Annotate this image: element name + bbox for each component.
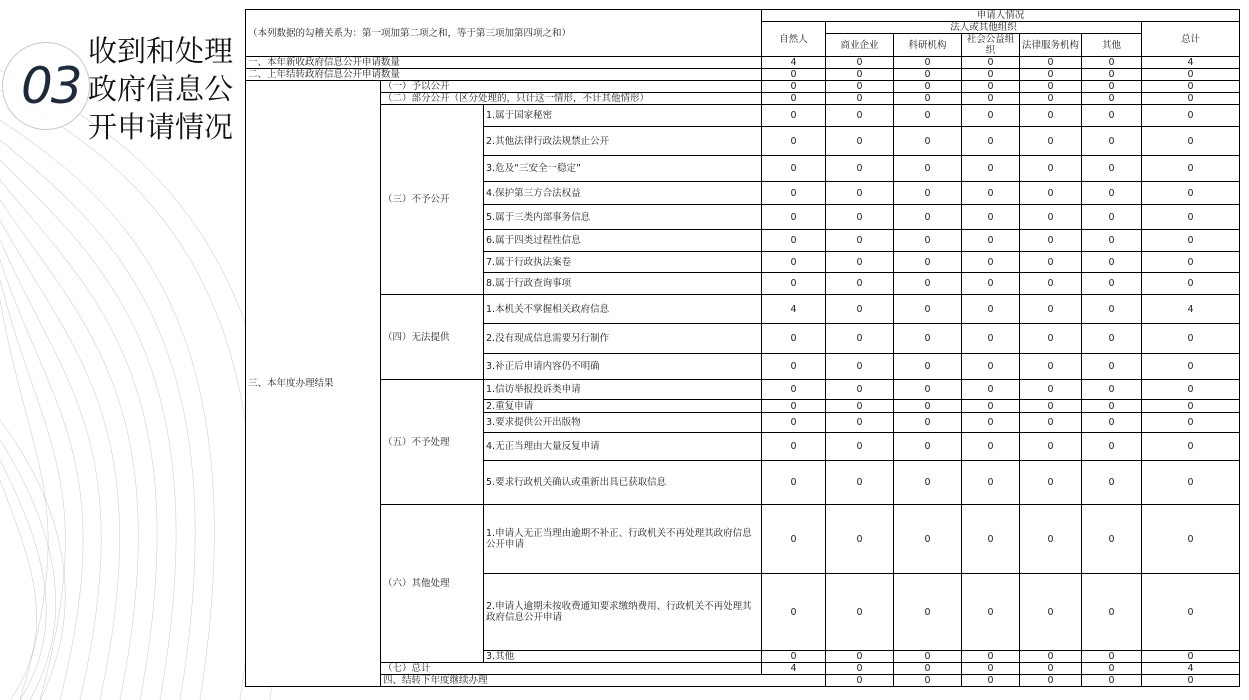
cell-value: 0 (762, 252, 826, 273)
cell-value: 0 (894, 574, 962, 651)
row-group-not-disclosed: （三）不予公开 (381, 105, 484, 295)
cell-value: 0 (762, 205, 826, 230)
row-label: （二）部分公开（区分处理的，只计这一情形，不计其他情形） (381, 93, 762, 105)
cell-value: 0 (1082, 433, 1142, 461)
cell-value: 0 (1020, 675, 1082, 687)
cell-value: 0 (962, 252, 1020, 273)
cell-value: 0 (1082, 105, 1142, 127)
table-row (246, 295, 1240, 324)
row-label: 3.危及“三安全一稳定” (484, 156, 762, 182)
cell-value: 0 (762, 400, 826, 413)
cell-value: 0 (962, 182, 1020, 205)
table-row (246, 675, 1240, 687)
cell-value: 0 (826, 413, 894, 433)
cell-value: 0 (826, 663, 894, 675)
row-label: 3.要求提供公开出版物 (484, 413, 762, 433)
cell-value: 0 (1020, 663, 1082, 675)
cell-value: 0 (1020, 400, 1082, 413)
cell-value: 0 (894, 127, 962, 156)
cell-value: 0 (826, 57, 894, 69)
cell-value: 0 (826, 324, 894, 354)
cell-value: 0 (1020, 380, 1082, 400)
section-number: 03 (21, 57, 81, 115)
cell-value: 0 (1142, 413, 1240, 433)
cell-value: 0 (894, 81, 962, 93)
cell-value: 0 (1142, 69, 1240, 81)
cell-value: 0 (894, 663, 962, 675)
cell-value: 0 (1082, 69, 1142, 81)
cell-value: 0 (1020, 461, 1082, 505)
cell-value: 0 (962, 105, 1020, 127)
cell-value: 0 (962, 230, 1020, 252)
cell-value: 0 (826, 105, 894, 127)
cell-value: 0 (1020, 413, 1082, 433)
table-row (246, 93, 1240, 105)
cell-value: 0 (826, 230, 894, 252)
cell-value: 0 (1020, 127, 1082, 156)
cell-value: 0 (1082, 413, 1142, 433)
cell-value: 0 (826, 675, 894, 687)
header-applicant: 申请人情况 (762, 10, 1240, 22)
cell-value: 0 (1142, 252, 1240, 273)
cell-value: 0 (1142, 105, 1240, 127)
cell-value: 0 (894, 57, 962, 69)
cell-value: 0 (826, 273, 894, 295)
row-group-results: 三、本年度办理结果 (246, 81, 381, 687)
row-label: 2.重复申请 (484, 400, 762, 413)
row-label: 2.申请人逾期未按收费通知要求缴纳费用、行政机关不再处理其政府信息公开申请 (484, 574, 762, 651)
cell-value: 0 (1082, 354, 1142, 380)
cell-value: 0 (1082, 230, 1142, 252)
row-label: 3.其他 (484, 651, 762, 663)
cell-value: 0 (1082, 505, 1142, 574)
row-label: （七）总计 (381, 663, 762, 675)
cell-value: 0 (1142, 380, 1240, 400)
cell-value: 0 (762, 461, 826, 505)
cell-value: 0 (1082, 273, 1142, 295)
cell-value: 0 (1082, 574, 1142, 651)
table-row (246, 57, 1240, 69)
cell-value: 0 (1142, 205, 1240, 230)
row-label: 8.属于行政查询事项 (484, 273, 762, 295)
cell-value: 0 (962, 505, 1020, 574)
header-natural-person: 自然人 (762, 22, 826, 57)
cell-value: 0 (894, 380, 962, 400)
cell-value: 0 (762, 182, 826, 205)
cell-value: 0 (894, 273, 962, 295)
cell-value: 0 (826, 93, 894, 105)
cell-value: 0 (962, 675, 1020, 687)
table-row (246, 380, 1240, 400)
cell-value: 0 (962, 93, 1020, 105)
cell-value: 0 (762, 651, 826, 663)
cell-value: 0 (894, 400, 962, 413)
cell-value: 0 (1020, 156, 1082, 182)
cell-value: 0 (1020, 69, 1082, 81)
cell-value: 0 (1020, 57, 1082, 69)
row-label: 5.要求行政机关确认或重新出具已获取信息 (484, 461, 762, 505)
header-research: 科研机构 (894, 34, 962, 57)
cell-value: 0 (826, 651, 894, 663)
cell-value: 0 (894, 230, 962, 252)
cell-value: 0 (1082, 182, 1142, 205)
cell-value: 4 (1142, 295, 1240, 324)
section-title-line-1: 收到和处理 (88, 34, 234, 68)
section-number-circle (2, 42, 90, 130)
cell-value: 0 (826, 182, 894, 205)
row-label: 1.申请人无正当理由逾期不补正、行政机关不再处理其政府信息公开申请 (484, 505, 762, 574)
cell-value: 0 (894, 93, 962, 105)
cell-value: 0 (1082, 93, 1142, 105)
cell-value: 0 (894, 105, 962, 127)
cell-value: 0 (762, 433, 826, 461)
cell-value: 0 (962, 433, 1020, 461)
cell-value: 0 (1142, 354, 1240, 380)
cell-value: 0 (1020, 230, 1082, 252)
cell-value: 0 (1082, 675, 1142, 687)
cell-value: 0 (762, 69, 826, 81)
cell-value: 0 (1020, 295, 1082, 324)
header-other: 其他 (1082, 34, 1142, 57)
cell-value: 0 (826, 81, 894, 93)
cell-value: 0 (1020, 505, 1082, 574)
cell-value: 0 (962, 651, 1020, 663)
cell-value: 0 (1142, 273, 1240, 295)
cell-value: 0 (962, 57, 1020, 69)
cell-value: 0 (762, 413, 826, 433)
cell-value: 0 (1142, 505, 1240, 574)
cell-value: 0 (1020, 252, 1082, 273)
section-title-line-2: 政府信息公 (88, 72, 234, 106)
cell-value: 0 (762, 105, 826, 127)
row-label: 6.属于四类过程性信息 (484, 230, 762, 252)
cell-value: 0 (962, 81, 1020, 93)
cell-value: 0 (1142, 182, 1240, 205)
cell-value: 0 (762, 505, 826, 574)
row-label: 2.其他法律行政法规禁止公开 (484, 127, 762, 156)
row-label: 7.属于行政执法案卷 (484, 252, 762, 273)
cell-value: 0 (894, 182, 962, 205)
header-legal-service: 法律服务机构 (1020, 34, 1082, 57)
cell-value: 0 (826, 505, 894, 574)
cell-value: 0 (962, 127, 1020, 156)
cell-value: 4 (762, 663, 826, 675)
cell-value: 0 (826, 354, 894, 380)
cell-value: 0 (962, 400, 1020, 413)
table-row (246, 105, 1240, 127)
row-label: 一、本年新收政府信息公开申请数量 (246, 57, 762, 69)
cell-value: 0 (894, 354, 962, 380)
cell-value: 0 (1082, 380, 1142, 400)
cell-value: 0 (1142, 461, 1240, 505)
cell-value: 0 (826, 69, 894, 81)
cell-value: 0 (894, 205, 962, 230)
cell-value: 0 (962, 574, 1020, 651)
cell-value: 0 (962, 663, 1020, 675)
cell-value: 0 (962, 295, 1020, 324)
header-social: 社会公益组织 (962, 34, 1020, 57)
cell-value: 0 (962, 413, 1020, 433)
cell-value: 0 (1020, 651, 1082, 663)
cell-value: 0 (762, 574, 826, 651)
cell-value: 0 (1020, 205, 1082, 230)
cell-value: 0 (1082, 324, 1142, 354)
cell-value: 0 (826, 156, 894, 182)
cell-value: 0 (826, 127, 894, 156)
cell-value: 0 (1142, 675, 1240, 687)
cell-value: 0 (762, 93, 826, 105)
cell-value: 0 (894, 324, 962, 354)
header-commercial: 商业企业 (826, 34, 894, 57)
cell-value: 0 (894, 433, 962, 461)
cell-value: 0 (1082, 205, 1142, 230)
section-title (88, 32, 248, 146)
cell-value: 0 (1082, 400, 1142, 413)
cell-value: 0 (1142, 324, 1240, 354)
cell-value: 0 (962, 380, 1020, 400)
table-row (246, 663, 1240, 675)
cell-value: 0 (894, 156, 962, 182)
cell-value: 0 (894, 675, 962, 687)
row-label: 2.没有现成信息需要另行制作 (484, 324, 762, 354)
header-legal-group: 法人或其他组织 (826, 22, 1142, 34)
cell-value: 0 (1082, 651, 1142, 663)
cell-value: 0 (894, 295, 962, 324)
cell-value: 0 (1082, 295, 1142, 324)
cell-value: 0 (1020, 182, 1082, 205)
row-label: 四、结转下年度继续办理 (381, 675, 826, 687)
cell-value: 0 (894, 69, 962, 81)
cell-value: 0 (1142, 400, 1240, 413)
row-label: 5.属于三类内部事务信息 (484, 205, 762, 230)
cell-value: 0 (894, 252, 962, 273)
cell-value: 0 (1142, 433, 1240, 461)
row-label: （一）予以公开 (381, 81, 762, 93)
cell-value: 0 (762, 354, 826, 380)
cell-value: 0 (1082, 127, 1142, 156)
cell-value: 0 (962, 156, 1020, 182)
cell-value: 0 (1142, 574, 1240, 651)
cell-value: 0 (894, 461, 962, 505)
row-label: 4.保护第三方合法权益 (484, 182, 762, 205)
cell-value: 0 (1020, 574, 1082, 651)
cell-value: 0 (762, 324, 826, 354)
cell-value: 0 (826, 461, 894, 505)
row-group-not-processed: （五）不予处理 (381, 380, 484, 505)
cell-value: 4 (762, 295, 826, 324)
cell-value: 0 (1142, 93, 1240, 105)
cell-value: 0 (962, 273, 1020, 295)
row-label: 1.本机关不掌握相关政府信息 (484, 295, 762, 324)
cell-value: 0 (1142, 81, 1240, 93)
cell-value: 0 (826, 433, 894, 461)
cell-value: 0 (1142, 651, 1240, 663)
section-title-line-3: 开申请情况 (88, 110, 234, 144)
section-heading (0, 30, 245, 170)
cell-value: 0 (1020, 93, 1082, 105)
row-label: 4.无正当理由大量反复申请 (484, 433, 762, 461)
cell-value: 0 (894, 651, 962, 663)
cell-value: 0 (826, 400, 894, 413)
header-total: 总计 (1142, 22, 1240, 57)
cell-value: 0 (1082, 57, 1142, 69)
cell-value: 0 (826, 205, 894, 230)
cell-value: 0 (1142, 127, 1240, 156)
cell-value: 0 (762, 273, 826, 295)
row-label: 3.补正后申请内容仍不明确 (484, 354, 762, 380)
cell-value: 0 (826, 574, 894, 651)
cell-value: 0 (1020, 273, 1082, 295)
cell-value: 4 (762, 57, 826, 69)
cell-value: 4 (1142, 57, 1240, 69)
cell-value: 0 (1082, 252, 1142, 273)
cell-value: 0 (962, 324, 1020, 354)
row-label: 1.属于国家秘密 (484, 105, 762, 127)
table-row (246, 505, 1240, 574)
cell-value: 0 (1020, 105, 1082, 127)
cell-value: 0 (1082, 81, 1142, 93)
cell-value: 0 (894, 505, 962, 574)
cell-value: 0 (962, 461, 1020, 505)
row-group-other-processing: （六）其他处理 (381, 505, 484, 663)
cell-value: 0 (1020, 354, 1082, 380)
cell-value: 0 (1020, 433, 1082, 461)
cell-value: 0 (1020, 81, 1082, 93)
row-label: 二、上年结转政府信息公开申请数量 (246, 69, 762, 81)
cell-value: 0 (1082, 461, 1142, 505)
cell-value: 0 (762, 380, 826, 400)
cell-value: 0 (762, 127, 826, 156)
disclosure-statistics-table (245, 9, 1240, 687)
cell-value: 0 (962, 205, 1020, 230)
cell-value: 0 (1082, 156, 1142, 182)
table-row (246, 69, 1240, 81)
cell-value: 0 (826, 252, 894, 273)
cell-value: 0 (962, 69, 1020, 81)
cell-value: 0 (826, 380, 894, 400)
cell-value: 0 (762, 81, 826, 93)
cell-value: 0 (962, 354, 1020, 380)
row-label: 1.信访举报投诉类申请 (484, 380, 762, 400)
cell-value: 4 (1142, 663, 1240, 675)
row-group-unable-provide: （四）无法提供 (381, 295, 484, 380)
cell-value: 0 (1082, 663, 1142, 675)
table-row (246, 81, 1240, 93)
table-note: （本列数据的勾稽关系为：第一项加第二项之和，等于第三项加第四项之和） (246, 10, 762, 57)
cell-value: 0 (1142, 230, 1240, 252)
cell-value: 0 (1142, 156, 1240, 182)
cell-value: 0 (762, 230, 826, 252)
cell-value: 0 (762, 156, 826, 182)
cell-value: 0 (1020, 324, 1082, 354)
cell-value: 0 (894, 413, 962, 433)
cell-value: 0 (826, 295, 894, 324)
